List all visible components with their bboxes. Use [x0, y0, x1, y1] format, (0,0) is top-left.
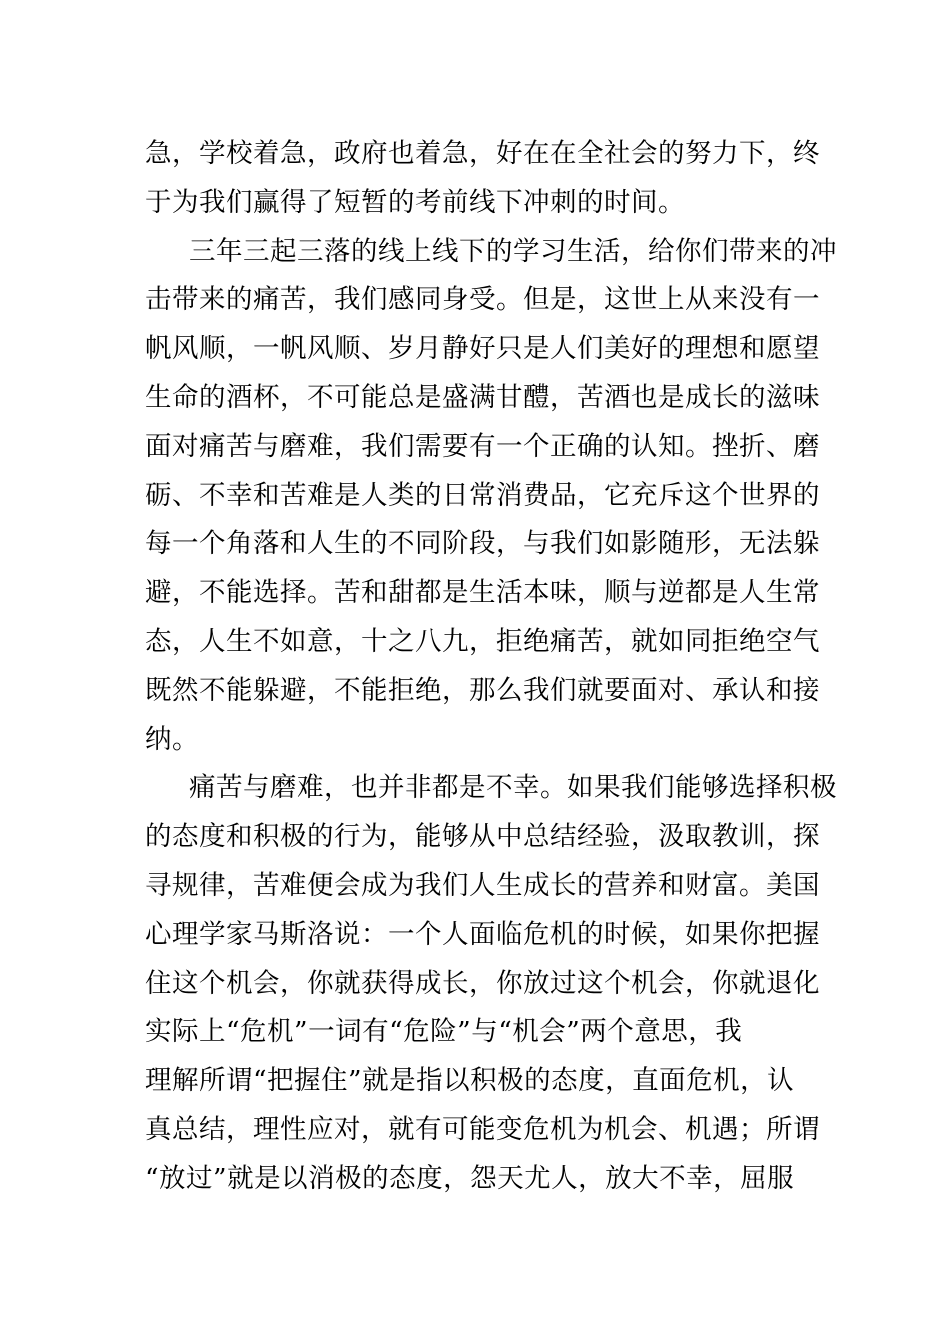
text-line: 寻规律，苦难便会成为我们人生成长的营养和财富。美国 — [145, 869, 820, 901]
body-text — [145, 130, 837, 1204]
text-line: 于为我们赢得了短暂的考前线下冲刺的时间。 — [145, 186, 685, 218]
text-line: 砺、不幸和苦难是人类的日常消费品，它充斥这个世界的 — [145, 479, 820, 511]
text-line: 既然不能躲避，不能拒绝，那么我们就要面对、承认和接 — [145, 674, 820, 706]
text-line: 急，学校着急，政府也着急，好在在全社会的努力下，终 — [145, 138, 820, 169]
text-line: 住这个机会，你就获得成长，你放过这个机会，你就退化 — [145, 967, 820, 999]
text-line: 真总结，理性应对，就有可能变危机为机会、机遇；所谓 — [145, 1113, 820, 1145]
text-line: 帆风顺，一帆风顺、岁月静好只是人们美好的理想和愿望 — [145, 333, 820, 365]
text-line: 的态度和积极的行为，能够从中总结经验，汲取教训，探 — [145, 821, 820, 853]
text-line: 纳。 — [145, 723, 199, 755]
text-line: 态，人生不如意，十之八九，拒绝痛苦，就如同拒绝空气 — [145, 625, 820, 657]
text-line: 痛苦与磨难，也并非都是不幸。如果我们能够选择积极 — [189, 772, 837, 804]
text-line: “放过”就是以消极的态度，怨天尤人，放大不幸，屈服 — [145, 1162, 795, 1194]
text-line: 三年三起三落的线上线下的学习生活，给你们带来的冲 — [189, 235, 837, 267]
text-line: 避，不能选择。苦和甜都是生活本味，顺与逆都是人生常 — [145, 577, 820, 609]
text-line: 心理学家马斯洛说：一个人面临危机的时候，如果你把握 — [145, 918, 820, 950]
text-line: 实际上“危机”一词有“危险”与“机会”两个意思，我 — [145, 1016, 743, 1048]
text-line: 每一个角落和人生的不同阶段，与我们如影随形，无法躲 — [145, 528, 820, 560]
text-line: 理解所谓“把握住”就是指以积极的态度，直面危机，认 — [145, 1065, 795, 1097]
text-line: 生命的酒杯，不可能总是盛满甘醴，苦酒也是成长的滋味 — [145, 381, 820, 413]
text-line: 击带来的痛苦，我们感同身受。但是，这世上从来没有一 — [145, 284, 820, 316]
text-line: 面对痛苦与磨难，我们需要有一个正确的认知。挫折、磨 — [145, 430, 820, 462]
